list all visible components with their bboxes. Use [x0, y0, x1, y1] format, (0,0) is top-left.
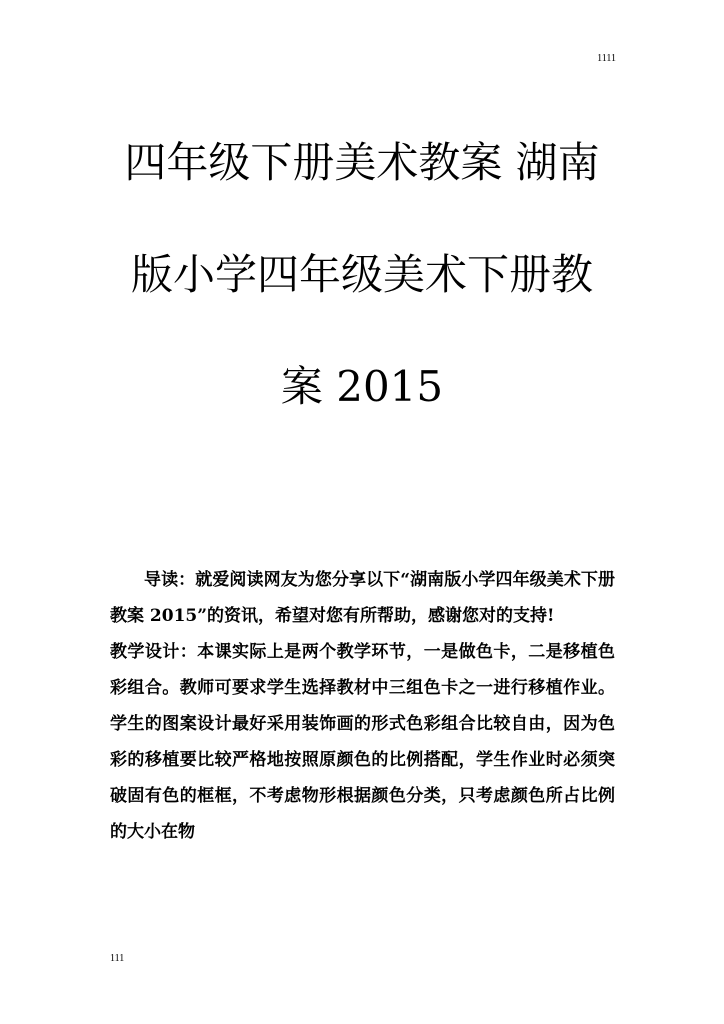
title-line-2: 版小学四年级美术下册教	[130, 250, 593, 299]
page-footer-number: 111	[110, 953, 125, 964]
title-line-3: 案 2015	[280, 362, 444, 411]
title-line-1: 四年级下册美术教案 湖南	[124, 138, 600, 187]
document-title	[100, 138, 624, 474]
intro-paragraph: 导读：就爱阅读网友为您分享以下“湖南版小学四年级美术下册教案 2015”的资讯，希望对您有所帮助，感谢您对的支持!	[110, 570, 615, 626]
page-header-number: 1111	[597, 53, 616, 64]
document-body	[110, 562, 615, 850]
teaching-design-paragraph: 教学设计：本课实际上是两个教学环节，一是做色卡，二是移植色彩组合。教师可要求学生选择教材中三组色卡之一进行移植作业。学生的图案设计最好采用装饰画的形式色彩组合比较自由，因为色彩的移植要比较严格地按照原颜色的比例搭配，学生作业时必须突破固有色的框框，不考虑物形根据颜色分类，只考虑颜色所占比例的大小在物	[110, 642, 615, 842]
